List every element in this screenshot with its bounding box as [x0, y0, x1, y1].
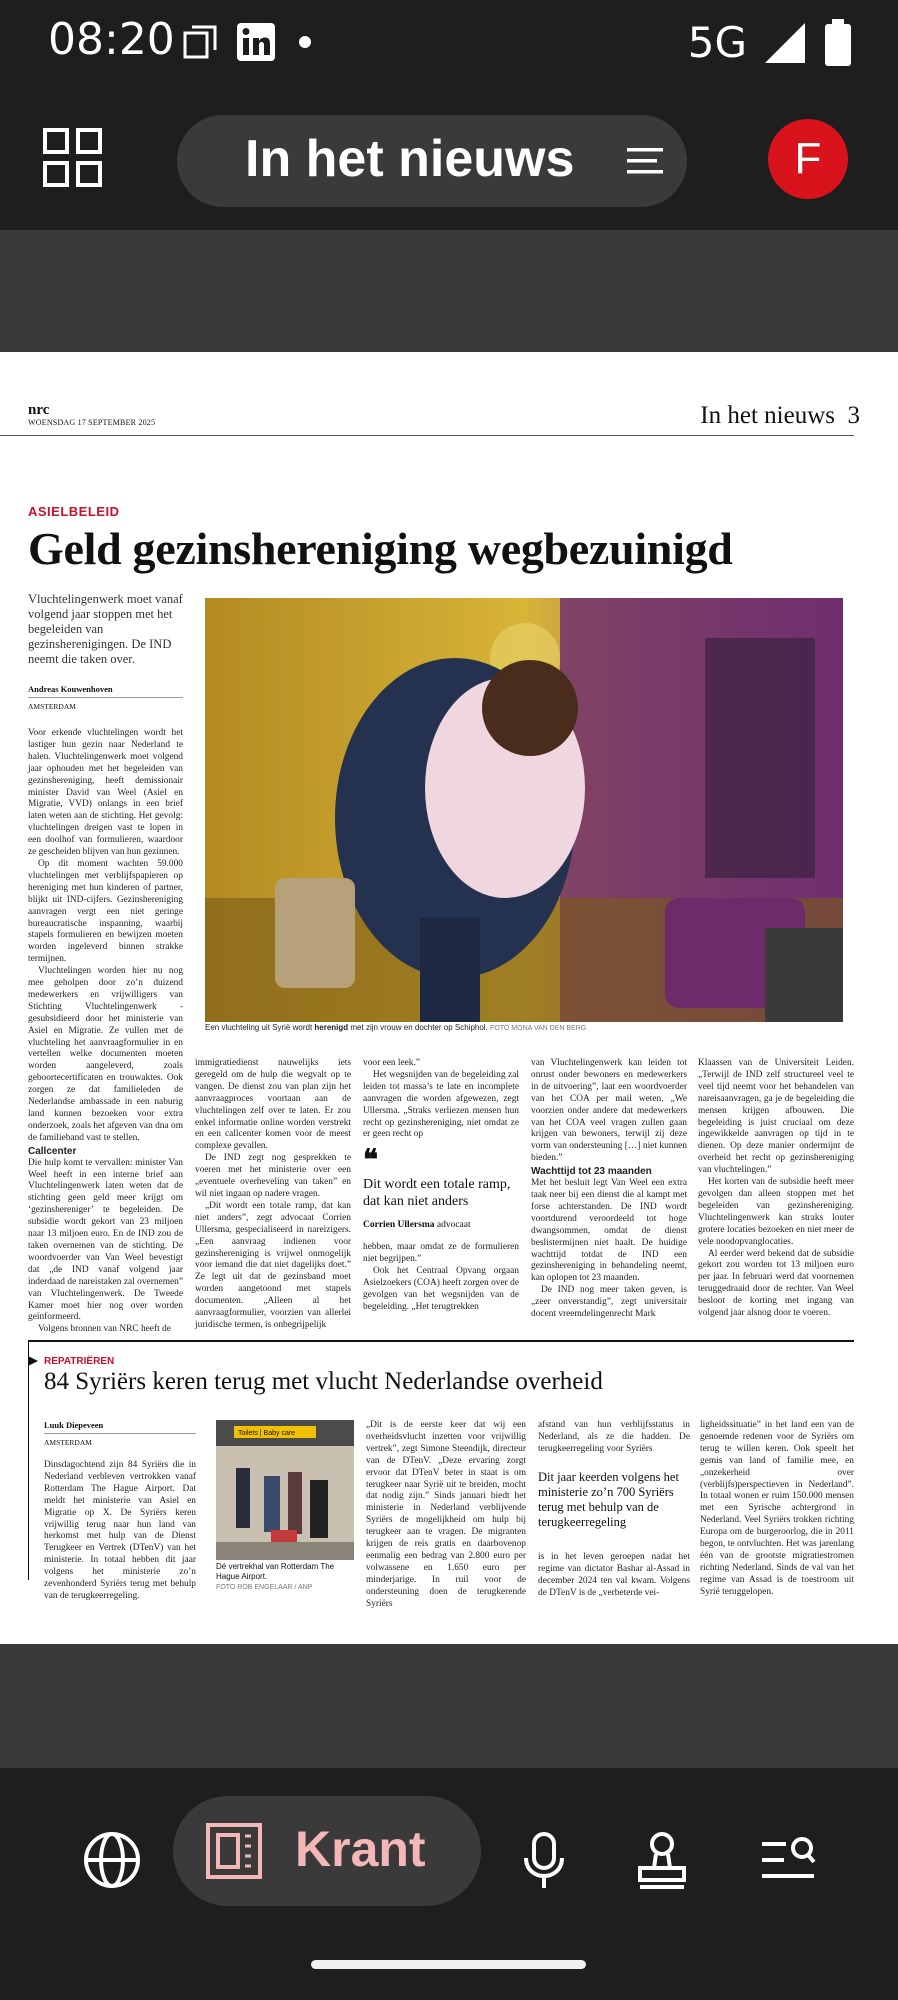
notification-icons: [182, 22, 316, 62]
article2-place: AMSTERDAM: [44, 1438, 92, 1447]
article2-headline: 84 Syriërs keren terug met vlucht Nederlandse overheid: [44, 1368, 603, 1395]
signal-icon: [763, 21, 807, 65]
article2-column-3: [366, 1420, 526, 1611]
article-headline: Geld gezinshereniging wegbezuinigd: [28, 523, 733, 574]
subheading: Callcenter: [28, 1145, 77, 1157]
article2-pull-quote: Dit jaar keerden volgens het ministerie zo’n 700 Syriërs terug met behulp van de terugkeerregeling: [538, 1470, 679, 1529]
article-column-1: [28, 728, 183, 1336]
paragraph: Die hulp komt te vervallen: minister Van Weel heeft in een interne brief aan Vluchtelingenwerk laten weten dat de stichting geen geld meer krijgt om ‘gezinshereniger’ te begeleiden. De subsidie wordt gekort van 23 miljoen naar 13 miljoen euro. En de IND zou de taken overnemen van de stichting. De woordvoerder van Van Weel bevestigt dat „de IND vanaf volgend jaar inderdaad de nareistaken zal overnemen” van Vluchtelingenwerk. De Tweede Kamer moet hier nog over worden geïnformeerd.: [28, 1157, 183, 1323]
article2-author: Luuk Diepeveen: [44, 1420, 196, 1434]
search-list-icon[interactable]: [758, 1830, 818, 1890]
paragraph: Al eerder werd bekend dat de subsidie gekort zou worden tot 13 miljoen euro per jaar. In februari werd dat voornemen teruggedraaid door de rechter. Van Weel besloot de korting met ingang van volgend jaar alsnog door te voeren.: [698, 1248, 854, 1319]
microphone-icon[interactable]: [514, 1830, 574, 1890]
article2-kicker: REPATRIËREN: [44, 1356, 115, 1367]
paragraph: ligheidssituatie” in het land een van de genoemde redenen voor de Syriërs om terug te willen keren. Ook speelt het gemis van land of familie mee, en „onzekerheid over (verblijfs)perspectieven in Nederland”. In totaal wonen er ruim 150.000 mensen met een Syrische achtergrond in Nederland. Veel Syriërs trokken richting Europa om de burgeroorlog, die in 2011 begon, te ontvluchten. Het was jarenlang één van de grootste migratiestromen richting Nederland. Sinds de val van het regime van Assad is de toestroom uit Syrië teruggelopen.: [700, 1420, 854, 1597]
newspaper-section-header: [700, 402, 860, 430]
reunion-photo-icon: [205, 598, 843, 1022]
article2-column-4a: [538, 1420, 690, 1456]
app-bar: [0, 95, 898, 230]
screenshot-icon: [182, 24, 218, 60]
network-label: 5G: [687, 18, 747, 67]
caption-bold: herenigd: [314, 1023, 349, 1032]
dot-icon: [294, 31, 316, 53]
newspaper-brand: nrc: [28, 402, 50, 418]
paragraph: „Dit wordt een totale ramp, dat kan niet anders”, zegt advocaat Corrien Ullersma, gespecialiseerd in nareizigers. „Een aanvraag indienen voor gezinshereniging is vrijwel onmogelijk voor iemand die dat niet dagelijks doet.” Ze legt uit dat de gezinsband moet worden aangetoond met stapels documenten. „Alleen al het aanvraagformulier, voorzien van allerlei juridische termen, is onbegrijpelijk: [195, 1200, 351, 1330]
caption-text: met zijn vrouw en dochter op Schiphol.: [348, 1023, 488, 1032]
subheading: Wachttijd tot 23 maanden: [531, 1166, 652, 1178]
caption-text: Een vluchteling uit Syrië wordt: [205, 1023, 315, 1032]
article-column-4: [531, 1058, 687, 1321]
paragraph: Volgens bronnen van NRC heeft de: [38, 1324, 171, 1335]
linkedin-icon: [236, 22, 276, 62]
menu-icon[interactable]: [627, 147, 663, 175]
paragraph: „Dit is de eerste keer dat wij een overheidsvlucht inzetten voor vrijwillig vertrek”, zegt Simone Steendijk, directeur van de DTenV. „Deze ervaring zorgt ervoor dat DTenV beter in staat is om terugkeer naar Syrië uit te breiden, mocht dat nodig zijn.” Sinds januari biedt het ministerie in Nederland verblijvende Syriërs de mogelijkheid om hulp bij terugkeer aan te vragen. De migranten krijgen de reis gratis en daarbovenop eenmalig een bedrag van 2.800 euro per volwassene en 1.650 euro per minderjarige. In ruil voor de ondersteuning doen de terugkerende Syriërs: [366, 1420, 526, 1609]
paragraph: Het wegsnijden van de begeleiding zal leiden tot massa’s te late en incomplete aanvragen die worden afgewezen, zegt Ullersma. „Straks verliezen mensen hun recht op gezinshereniging, niet omdat ze er geen recht op: [363, 1069, 519, 1140]
article-photo[interactable]: [205, 598, 843, 1022]
pull-quote-author: Corrien Ullersma: [363, 1220, 435, 1230]
page-title: In het nieuws: [245, 130, 575, 188]
paragraph: Dinsdagochtend zijn 84 Syriërs die in Nederland verbleven vertrokken vanaf Rotterdam The Hague Airport. Dat meldt het ministerie van Asiel en Migratie op X. De Syriërs keren vrijwillig terug naar hun land van herkomst met hulp van de Dienst Terugkeer en Vertrek (DTenV) van het ministerie. In totaal hebben dit jaar volgens het ministerie zo’n zevenhonderd Syriërs terug met behulp van de terugkeerregeling.: [44, 1460, 196, 1601]
home-indicator[interactable]: [311, 1960, 586, 1969]
photo-credit: FOTO ROB ENGELAAR / ANP: [216, 1584, 313, 1591]
page-gutter-top: [0, 230, 898, 352]
status-time: 08:20: [48, 14, 175, 65]
nav-label-krant: Krant: [295, 1821, 426, 1877]
paragraph: Het korten van de subsidie heeft meer gevolgen dan alleen stoppen met het begeleiden van gezinshereniging. Vluchtelingenwerk kan straks louter grotere locaties bezoeken en niet meer de vele noodopvanglocaties.: [698, 1177, 854, 1247]
kicker-arrow-icon: [28, 1356, 38, 1366]
photo-credit: FOTO MONA VAN DEN BERG: [490, 1025, 587, 1032]
globe-icon[interactable]: [82, 1830, 142, 1890]
airport-sign-text: Toilets | Baby care: [238, 1430, 296, 1437]
paragraph: van Vluchtelingenwerk kan leiden tot onrust onder bewoners en medewerkers in de uitvoering”, laat een woordvoerder van het COA per mail weten. „We voorzien onder andere dat medewerkers van het COA veel vragen zullen gaan krijgen van bewoners, terwijl zij deze vorm van ondersteuning […] niet kunnen bieden.”: [531, 1058, 687, 1164]
article-author: Andreas Kouwenhoven: [28, 684, 183, 698]
article2-column-5: [700, 1420, 854, 1599]
paragraph: Vluchtelingen worden hier nu nog mee geholpen door zo’n duizend medewerkers en vrijwilligers van Stichting Vluchtelingenwerk - gesubsidieerd door het ministerie van Asiel en Migratie. Ze vullen met de vluchteling het aanvraagformulier in en vertellen welke documenten moeten worden aangeleverd, zoals geboortecertificaten en trouwaktes. Ook zorgen ze dat familieleden de Nederlandse ambassade in een naburig land kunnen bezoeken voor extra onderzoek, zoals het afgeven van dna om de familieband vast te stellen.: [28, 966, 183, 1143]
paragraph: Voor erkende vluchtelingen wordt het lastiger hun gezin naar Nederland te halen. Vluchtelingenwerk moet volgend jaar ophouden met het begeleiden van gezinshereniging, heeft demissionair minister David van Weel (Asiel en Migratie, VVD) onlangs in een brief laten weten aan de stichting. Het gevolg: vluchtelingen dreigen vast te lopen in een doolhof van formulieren, waardoor ze gescheiden blijven van hun gezinnen.: [28, 728, 183, 858]
pull-quote-text: Dit wordt een totale ramp, dat kan niet anders: [363, 1177, 511, 1209]
newspaper-date: WOENSDAG 17 SEPTEMBER 2025: [28, 418, 156, 427]
article2-photo-caption: [216, 1562, 356, 1593]
pull-quote-attribution: [363, 1220, 523, 1230]
quote-icon: ❝: [363, 1145, 379, 1176]
article-intro: Vluchtelingenwerk moet vanaf volgend jaar stoppen met het begeleiden van gezinsherenigingen. De IND neemt die taken over.: [28, 592, 183, 666]
caption-text: Dé vertrekhal van Rotterdam The Hague Airport.: [216, 1562, 335, 1581]
paragraph: Met het besluit legt Van Weel een extra taak neer bij een dienst die al kampt met forse achterstanden. De IND wordt voortdurend veroordeeld tot hoge dwangsommen, omdat de dienst beslistermijnen niet haalt. De huidige wachttijd totdat de IND een gezinshereniging in behandeling neemt, kan oplopen tot 23 maanden.: [531, 1178, 687, 1284]
paragraph: voor een leek.”: [363, 1058, 421, 1068]
pull-quote-role: advocaat: [436, 1220, 471, 1230]
article2-column-4b: [538, 1552, 690, 1600]
paragraph: is in het leven geroepen nadat het regime van dictator Bashar al-Assad in december 2024 ten val kwam. Volgens de DTenV is de „verbeterde vei-: [538, 1552, 690, 1598]
article-column-2: [195, 1058, 351, 1332]
paragraph: hebben, maar omdat ze de formulieren niet begrijpen.”: [363, 1242, 519, 1264]
paragraph: afstand van hun verblijfsstatus in Nederland, als ze die hadden. De terugkeerregeling voor Syriërs: [538, 1420, 690, 1454]
newspaper-section: In het nieuws: [700, 402, 835, 429]
paragraph: De IND zegt nog gesprekken te voeren met het ministerie over een „eventuele overheveling van taken” en wil niet ingaan op nadere vragen.: [195, 1153, 351, 1199]
article-column-3b: [363, 1242, 519, 1313]
pull-quote: [363, 1145, 523, 1230]
airport-photo-icon: [216, 1420, 354, 1560]
avatar[interactable]: F: [768, 119, 848, 199]
page-gutter-bottom: [0, 1644, 898, 1768]
article-divider: [28, 1340, 854, 1342]
article-side-rule: [28, 1340, 29, 1580]
article2-column-1: [44, 1460, 196, 1603]
article2-photo[interactable]: [216, 1420, 354, 1560]
paragraph: Ook het Centraal Opvang orgaan Asielzoekers (COA) heeft zorgen over de gevolgen van het wegsnijden van de begeleiding. „Het terugtrekken: [363, 1265, 519, 1312]
paragraph: De IND nog meer taken geven, is „zeer onverstandig”, zegt universitair docent vreemdelingenrecht Mark: [531, 1285, 687, 1320]
newspaper-icon: [205, 1822, 263, 1880]
system-icons: [688, 18, 853, 67]
page-number: 3: [847, 402, 860, 429]
grid-icon[interactable]: [42, 127, 104, 189]
battery-icon: [823, 19, 853, 67]
article-kicker: ASIELBELEID: [28, 504, 120, 519]
status-bar: [0, 0, 898, 95]
newspaper-page[interactable]: [0, 352, 898, 1644]
header-divider: [0, 435, 854, 436]
article-place: AMSTERDAM: [28, 702, 76, 711]
paragraph: Klaassen van de Universiteit Leiden. „Terwijl de IND zelf structureel veel te veel tijd neemt voor het behandelen van nareisaanvragen, ga je de begeleiding die mensen krijgen afbouwen. Die begeleiding is juist cruciaal om deze ingewikkelde aanvragen op tijd in te dienen. Op deze manier ondermijnt de overheid het recht op gezinshereniging van vluchtelingen.”: [698, 1058, 854, 1176]
paragraph: Op dit moment wachten 59.000 vluchtelingen met verblijfspapieren op hereniging met hun kinderen of partner, blijkt uit IND-cijfers. Gezinshereniging aanvragen vergt een niet geringe bureaucratische inspanning, waarbij stapels formulieren en bewijzen moeten worden ingeleverd binnen strakke termijnen.: [28, 858, 183, 965]
stamp-icon[interactable]: [632, 1830, 692, 1890]
nav-item-krant[interactable]: [173, 1796, 481, 1906]
article-column-3a: [363, 1058, 519, 1141]
section-selector[interactable]: [177, 115, 687, 207]
photo-caption: [205, 1023, 586, 1032]
article-column-5: [698, 1058, 854, 1320]
paragraph: immigratiedienst nauwelijks iets geregeld om de hulp die wegvalt op te vangen. De dienst zou van plan zijn het aanvraagproces voortaan aan de vluchtelingen zelf over te laten. Er zou enkel informatie online worden verstrekt en een callcenter komen voor de meest complexe gevallen.: [195, 1058, 351, 1152]
